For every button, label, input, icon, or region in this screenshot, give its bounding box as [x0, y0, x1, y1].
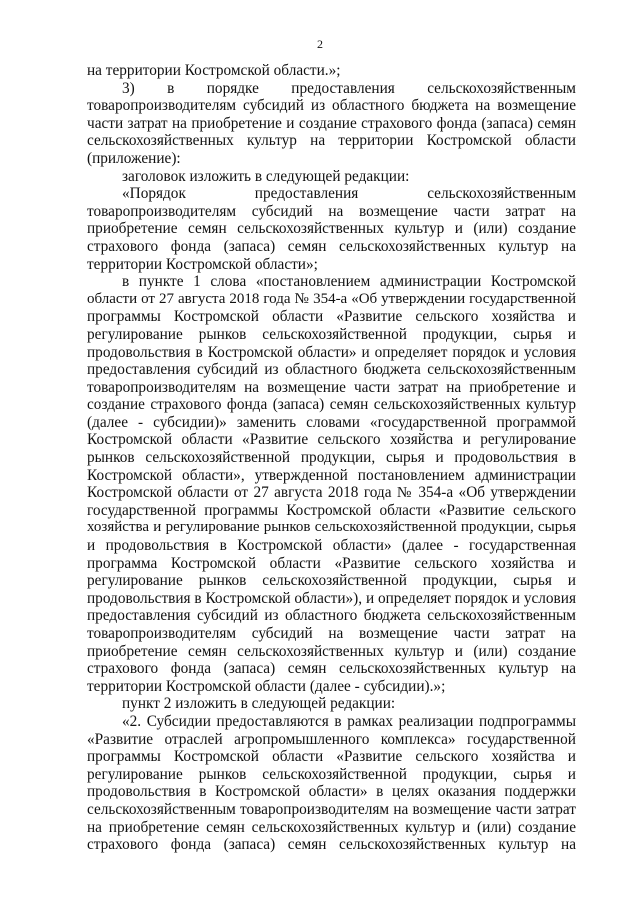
text-line: на территории Костромской области.»;: [87, 62, 341, 79]
text-line: программа Костромской области «Развитие сельского хозяйства и: [87, 554, 576, 572]
text-line: заголовок изложить в следующей редакции:: [122, 167, 410, 185]
text-line: хозяйства и регулирование рынков сельскохозяйственной продукции, сырья: [87, 519, 576, 536]
text-line: страхового фонда (запаса) семян сельскохозяйственных культур на: [87, 237, 576, 255]
text-line: страхового фонда (запаса) семян сельскохозяйственных культур на: [87, 660, 576, 678]
text-line: сельскохозяйственным товаропроизводителям на возмещение части затрат: [87, 800, 576, 818]
text-line: Костромской области», утвержденной постановлением администрации: [87, 466, 576, 484]
text-line: (далее - субсидии)» заменить словами «государственной программой: [87, 413, 576, 431]
text-line: приобретение семян сельскохозяйственных культур и (или) создание: [87, 220, 576, 238]
text-line: 3) в порядке предоставления сельскохозяйственным: [122, 79, 576, 97]
text-line: части затрат на приобретение и создание страхового фонда (запаса) семян: [87, 114, 576, 132]
text-line: страхового фонда (запаса) семян сельскохозяйственных культур на: [87, 836, 576, 854]
text-line: программы Костромской области «Развитие сельского хозяйства и: [87, 748, 576, 766]
text-line: создание страхового фонда (запаса) семян сельскохозяйственных культур: [87, 396, 576, 414]
page-number: 2: [317, 37, 323, 51]
text-line: продовольствия в Костромской области» в целях оказания поддержки: [87, 783, 576, 801]
text-line: государственной программы Костромской области «Развитие сельского: [87, 501, 576, 519]
text-line: Костромской области от 27 августа 2018 года № 354-а «Об утверждении: [87, 484, 576, 502]
text-line: товаропроизводителям субсидий на возмещение части затрат на: [87, 202, 576, 220]
text-line: предоставления субсидий из областного бюджета сельскохозяйственным: [87, 607, 576, 625]
text-line: продовольствия в Костромской области»), и определяет порядок и условия: [87, 589, 576, 607]
text-line: «2. Субсидии предоставляются в рамках реализации подпрограммы: [122, 712, 576, 730]
text-line: и продовольствия в Костромской области» (далее - государственная: [87, 537, 576, 555]
text-line: товаропроизводителям на возмещение части затрат на приобретение и: [87, 378, 576, 396]
text-line: программы Костромской области «Развитие сельского хозяйства и: [87, 308, 576, 326]
text-line: в пункте 1 слова «постановлением администрации Костромской: [122, 273, 576, 291]
document-body: [87, 62, 576, 854]
text-line: товаропроизводителям субсидий на возмещение части затрат на: [87, 625, 576, 642]
text-line: территории Костромской области»;: [87, 255, 318, 273]
text-line: товаропроизводителям субсидий из областного бюджета на возмещение: [87, 97, 576, 115]
text-line: рынков сельскохозяйственной продукции, сырья и продовольствия в: [87, 449, 576, 467]
text-line: сельскохозяйственных культур на территории Костромской области: [87, 132, 576, 150]
text-line: «Развитие отраслей агропромышленного комплекса» государственной: [87, 730, 576, 748]
text-line: регулирование рынков сельскохозяйственной продукции, сырья и: [87, 572, 576, 590]
text-line: регулирование рынков сельскохозяйственной продукции, сырья и: [87, 765, 576, 783]
text-line: регулирование рынков сельскохозяйственной продукции, сырья и: [87, 325, 576, 343]
text-line: приобретение семян сельскохозяйственных культур и (или) создание: [87, 642, 576, 660]
text-line: предоставления субсидий из областного бюджета сельскохозяйственным: [87, 361, 576, 379]
text-line: пункт 2 изложить в следующей редакции:: [122, 695, 396, 713]
text-line: (приложение):: [87, 149, 181, 167]
text-line: области от 27 августа 2018 года № 354-а «Об утверждении государственной: [87, 290, 576, 307]
text-line: на приобретение семян сельскохозяйственных культур и (или) создание: [87, 818, 576, 836]
text-line: продовольствия в Костромской области» и определяет порядок и условия: [87, 343, 576, 361]
text-line: Костромской области «Развитие сельского хозяйства и регулирование: [87, 431, 576, 449]
text-line: «Порядок предоставления сельскохозяйственным: [122, 185, 576, 203]
text-line: территории Костромской области (далее - субсидии).»;: [87, 677, 446, 695]
